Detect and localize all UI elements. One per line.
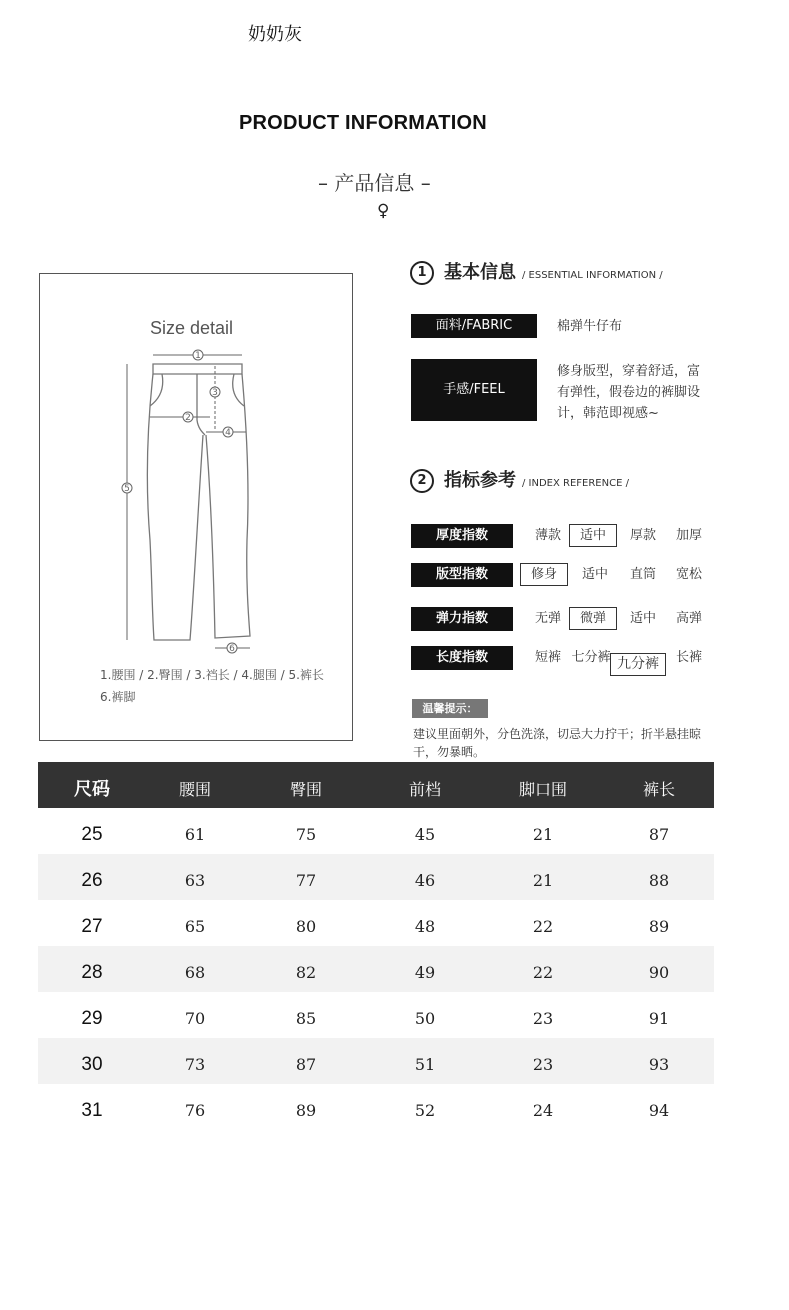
size-detail-title: Size detail <box>150 318 234 338</box>
thickness-option: 薄款 <box>534 528 561 543</box>
table-row <box>38 854 714 900</box>
cell-front-rise: 49 <box>414 963 436 982</box>
marker-1-label: 1 <box>195 351 201 361</box>
pants-diagram <box>110 340 310 660</box>
feel-value-line: 有弹性，假卷边的裤脚设 <box>557 385 701 400</box>
section-number-2: 2 <box>410 469 434 493</box>
fit-option: 直筒 <box>629 567 656 582</box>
length-index-label: 长度指数 <box>411 646 513 670</box>
thickness-option-selected: 适中 <box>569 524 617 547</box>
cell-length: 91 <box>648 1009 670 1028</box>
feel-value-line: 修身版型，穿着舒适，富 <box>557 364 701 379</box>
cell-length: 94 <box>648 1101 670 1120</box>
feel-value-line: 计，韩范即视感~ <box>557 406 659 421</box>
cell-hip: 80 <box>295 917 317 936</box>
size-detail-legend-line2: 6.裤脚 <box>100 690 136 704</box>
header-hem: 脚口围 <box>518 780 567 799</box>
cell-length: 90 <box>648 963 670 982</box>
index-reference-title-en: / INDEX REFERENCE / <box>522 478 629 489</box>
cell-hem: 21 <box>532 825 554 844</box>
feel-value <box>557 361 700 424</box>
cell-hip: 87 <box>295 1055 317 1074</box>
length-option: 七分裤 <box>571 650 611 665</box>
header-front-rise: 前档 <box>408 780 441 799</box>
stretch-option: 无弹 <box>534 611 561 626</box>
cell-waist: 63 <box>184 871 206 890</box>
cell-hip: 85 <box>295 1009 317 1028</box>
cell-length: 89 <box>648 917 670 936</box>
basic-info-heading <box>410 258 663 285</box>
basic-info-title-en: / ESSENTIAL INFORMATION / <box>522 270 663 281</box>
cell-waist: 61 <box>184 825 206 844</box>
cell-size: 27 <box>81 916 103 937</box>
cell-waist: 65 <box>184 917 206 936</box>
table-row <box>38 1084 714 1130</box>
length-option: 短裤 <box>534 650 561 665</box>
size-table <box>38 762 714 1130</box>
table-row <box>38 900 714 946</box>
product-information-subtitle: – 产品信息 – <box>318 171 431 195</box>
header-waist: 腰围 <box>178 780 211 799</box>
product-information-title: PRODUCT INFORMATION <box>239 112 487 134</box>
length-option: 长裤 <box>675 650 702 665</box>
cell-hem: 23 <box>532 1055 554 1074</box>
cell-size: 30 <box>81 1054 103 1075</box>
cell-size: 25 <box>81 824 103 845</box>
cell-length: 93 <box>648 1055 670 1074</box>
cell-size: 31 <box>81 1100 103 1121</box>
header-hip: 臀围 <box>289 780 322 799</box>
cell-waist: 68 <box>184 963 206 982</box>
care-tip-text: 建议里面朝外，分色洗涤，切忌大力拧干；折半悬挂晾干，勿暴晒。 <box>413 727 702 759</box>
length-option-selected: 九分裤 <box>610 653 666 676</box>
cell-waist: 73 <box>184 1055 206 1074</box>
cell-waist: 76 <box>184 1101 206 1120</box>
cell-waist: 70 <box>184 1009 206 1028</box>
marker-3-label: 3 <box>212 388 218 398</box>
fit-index-label: 版型指数 <box>411 563 513 587</box>
color-name: 奶奶灰 <box>248 24 302 45</box>
fit-option: 宽松 <box>675 567 702 582</box>
cell-hem: 22 <box>532 963 554 982</box>
cell-hip: 77 <box>295 871 317 890</box>
cell-front-rise: 50 <box>414 1009 436 1028</box>
feel-label: 手感/FEEL <box>411 359 537 421</box>
cell-size: 26 <box>81 870 103 891</box>
stretch-option-selected: 微弹 <box>569 607 617 630</box>
female-symbol-icon: ♀ <box>377 201 390 221</box>
fit-option-selected: 修身 <box>520 563 568 586</box>
size-table-body <box>38 808 714 1130</box>
stretch-option: 高弹 <box>675 611 702 626</box>
cell-hem: 22 <box>532 917 554 936</box>
cell-hem: 24 <box>532 1101 554 1120</box>
index-reference-heading <box>410 466 629 493</box>
cell-front-rise: 51 <box>414 1055 436 1074</box>
cell-length: 87 <box>648 825 670 844</box>
thickness-option: 加厚 <box>675 528 702 543</box>
marker-4-label: 4 <box>225 428 231 438</box>
size-table-header <box>38 762 714 808</box>
thickness-option: 厚款 <box>629 528 656 543</box>
cell-hip: 89 <box>295 1101 317 1120</box>
cell-size: 28 <box>81 962 103 983</box>
stretch-option: 适中 <box>629 611 656 626</box>
cell-hip: 82 <box>295 963 317 982</box>
marker-5-label: 5 <box>124 484 130 494</box>
cell-hem: 23 <box>532 1009 554 1028</box>
stretch-index-label: 弹力指数 <box>411 607 513 631</box>
table-row <box>38 992 714 1038</box>
cell-size: 29 <box>81 1008 103 1029</box>
fit-option: 适中 <box>581 567 608 582</box>
table-row <box>38 1038 714 1084</box>
cell-front-rise: 45 <box>414 825 436 844</box>
index-reference-title: 指标参考 <box>444 470 516 491</box>
section-number-1: 1 <box>410 261 434 285</box>
cell-hip: 75 <box>295 825 317 844</box>
size-detail-legend-line1: 1.腰围 / 2.臀围 / 3.裆长 / 4.腿围 / 5.裤长 <box>100 668 324 682</box>
fabric-label: 面料/FABRIC <box>411 314 537 338</box>
thickness-index-label: 厚度指数 <box>411 524 513 548</box>
marker-2-label: 2 <box>185 413 191 423</box>
header-size: 尺码 <box>74 779 110 800</box>
header-length: 裤长 <box>642 780 675 799</box>
table-row <box>38 946 714 992</box>
table-row <box>38 808 714 854</box>
cell-front-rise: 52 <box>414 1101 436 1120</box>
marker-6-label: 6 <box>229 644 235 654</box>
cell-front-rise: 48 <box>414 917 436 936</box>
cell-front-rise: 46 <box>414 871 436 890</box>
fabric-value: 棉弹牛仔布 <box>557 319 623 334</box>
care-tip-label: 温馨提示： <box>412 699 488 718</box>
basic-info-title: 基本信息 <box>444 262 516 283</box>
cell-length: 88 <box>648 871 670 890</box>
cell-hem: 21 <box>532 871 554 890</box>
